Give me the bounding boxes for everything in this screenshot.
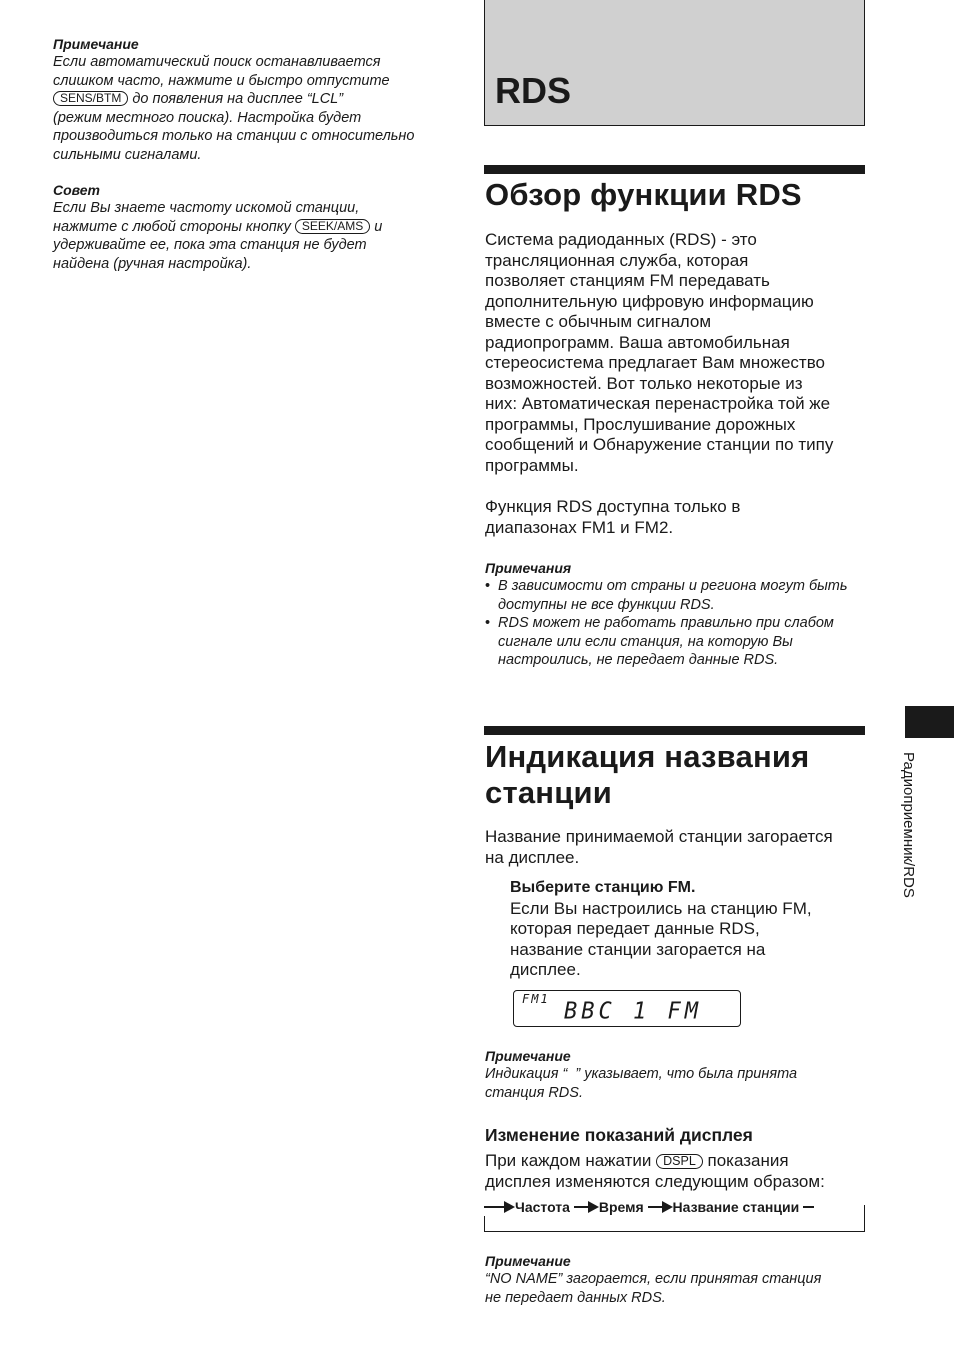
text-line: настроились, не передает данные RDS. bbox=[498, 652, 779, 668]
text-line: Функция RDS доступна только в bbox=[485, 497, 741, 516]
note-line: производиться только на станции с относительно bbox=[53, 128, 415, 144]
lcd-band-indicator: FM1 bbox=[522, 992, 550, 1006]
flow-line bbox=[803, 1206, 814, 1208]
note-line bbox=[53, 90, 453, 109]
section-paragraph bbox=[485, 230, 875, 476]
note-line: Если автоматический поиск останавливается bbox=[53, 54, 381, 70]
flow-item: Время bbox=[598, 1199, 644, 1215]
note-body bbox=[485, 1065, 870, 1102]
text-line: “NO NAME” загорается, если принятая станция bbox=[485, 1271, 822, 1287]
flow-line bbox=[484, 1206, 504, 1208]
text-line: Индикация “ ” указывает, что была принята bbox=[485, 1066, 798, 1082]
text-part: показания bbox=[707, 1151, 789, 1170]
tip-line-text: и bbox=[374, 218, 383, 235]
tip-line-text: нажмите с любой стороны кнопку bbox=[53, 218, 291, 235]
sub-heading: Изменение показаний дисплея bbox=[485, 1125, 753, 1145]
text-line: которая передает данные RDS, bbox=[510, 919, 760, 938]
flow-line bbox=[574, 1206, 588, 1208]
note bbox=[485, 1047, 870, 1102]
text-line: • В зависимости от страны и региона могут быть bbox=[498, 578, 848, 594]
section-heading bbox=[485, 739, 865, 811]
text-line: Название принимаемой станции загорается bbox=[485, 827, 833, 846]
text-line: сигнале или если станция, на которую Вы bbox=[498, 633, 793, 650]
sens-btm-button: SENS/BTM bbox=[53, 91, 128, 106]
dspl-button: DSPL bbox=[656, 1154, 703, 1169]
arrow-right-icon bbox=[504, 1201, 515, 1213]
rds-chapter-box bbox=[484, 0, 865, 126]
arrow-right-icon bbox=[588, 1201, 599, 1213]
note-caution bbox=[53, 35, 453, 164]
note-line: сильными сигналами. bbox=[53, 146, 202, 163]
text-line: сообщений и Обнаружение станции по типу bbox=[485, 435, 834, 454]
flow-item: Частота bbox=[515, 1199, 570, 1215]
section-rule bbox=[484, 165, 865, 174]
text-line: программы, Прослушивание дорожных bbox=[485, 414, 796, 434]
tip bbox=[53, 181, 453, 273]
sub-paragraph bbox=[485, 1151, 875, 1192]
tip-line bbox=[53, 218, 453, 237]
text-line: дополнительную цифровую информацию bbox=[485, 291, 814, 311]
display-cycle-diagram bbox=[484, 1196, 865, 1233]
step-title: Выберите станцию FM. bbox=[510, 879, 696, 896]
note-body bbox=[53, 53, 453, 164]
section-paragraph bbox=[485, 827, 875, 868]
text-line: радиопрограмм. Ваша автомобильная bbox=[485, 332, 790, 352]
text-line: программы. bbox=[485, 455, 579, 475]
text-line: название станции загорается на bbox=[510, 939, 766, 959]
flow-line bbox=[648, 1206, 662, 1208]
text-line: не передает данных RDS. bbox=[485, 1289, 666, 1306]
arrow-right-icon bbox=[662, 1201, 673, 1213]
text-line: • RDS может не работать правильно при слабом bbox=[498, 615, 834, 631]
chapter-title: RDS bbox=[495, 70, 572, 111]
notes-title: Примечания bbox=[485, 560, 572, 576]
text-line: станция RDS. bbox=[485, 1084, 583, 1101]
text-line: позволяет станциям FM передавать bbox=[485, 271, 770, 290]
note-bullet bbox=[485, 614, 870, 670]
tip-title: Совет bbox=[53, 182, 101, 198]
text-line: Если Вы настроились на станцию FM, bbox=[510, 898, 812, 918]
note-title: Примечание bbox=[485, 1048, 571, 1064]
seek-ams-button: SEEK/AMS bbox=[295, 219, 370, 234]
text-line: трансляционная служба, которая bbox=[485, 250, 749, 270]
note bbox=[485, 1252, 870, 1307]
text-line: доступны не все функции RDS. bbox=[498, 596, 715, 613]
text-line: диапазонах FM1 и FM2. bbox=[485, 517, 674, 537]
note-line-text: до появления на дисплее “LCL” bbox=[132, 91, 344, 107]
text-line: возможностей. Вот только некоторые из bbox=[485, 373, 803, 393]
note-line: слишком часто, нажмите и быстро отпустите bbox=[53, 72, 390, 89]
text-line: на дисплее. bbox=[485, 847, 580, 867]
chapter-tab-label: Радиоприемник/RDS bbox=[900, 752, 917, 898]
chapter-tab-marker bbox=[905, 706, 954, 738]
note-line: (режим местного поиска). Настройка будет bbox=[53, 109, 362, 126]
heading-line: Индикация названия bbox=[485, 739, 810, 774]
lcd-station-name: BBC 1 FM bbox=[564, 998, 702, 1025]
notes bbox=[485, 559, 870, 670]
step bbox=[510, 878, 870, 981]
tip-line: удерживайте ее, пока эта станция не будет bbox=[53, 237, 367, 253]
text-line: стереосистема предлагает Вам множество bbox=[485, 353, 825, 372]
heading-line: станции bbox=[485, 775, 612, 810]
cycle-flow-row bbox=[484, 1198, 814, 1216]
tip-line: Если Вы знаете частоту искомой станции, bbox=[53, 200, 360, 216]
note-body bbox=[485, 1270, 870, 1307]
flow-item: Название станции bbox=[672, 1199, 800, 1215]
text-line: дисплее. bbox=[510, 960, 581, 979]
section-heading: Обзор функции RDS bbox=[485, 177, 802, 212]
section-rule bbox=[484, 726, 865, 735]
text-line bbox=[485, 1151, 875, 1172]
lcd-display bbox=[513, 990, 741, 1027]
text-line: дисплея изменяются следующим образом: bbox=[485, 1171, 825, 1191]
tip-line: найдена (ручная настройка). bbox=[53, 255, 252, 272]
section-paragraph bbox=[485, 497, 875, 538]
note-title: Примечание bbox=[485, 1253, 571, 1269]
text-part: При каждом нажатии bbox=[485, 1151, 652, 1170]
text-line: вместе с обычным сигналом bbox=[485, 312, 712, 331]
note-title: Примечание bbox=[53, 36, 139, 52]
text-line: Система радиоданных (RDS) - это bbox=[485, 230, 757, 249]
note-bullet bbox=[485, 577, 870, 614]
text-line: них: Автоматическая перенастройка той же bbox=[485, 394, 831, 413]
tip-body bbox=[53, 199, 453, 273]
